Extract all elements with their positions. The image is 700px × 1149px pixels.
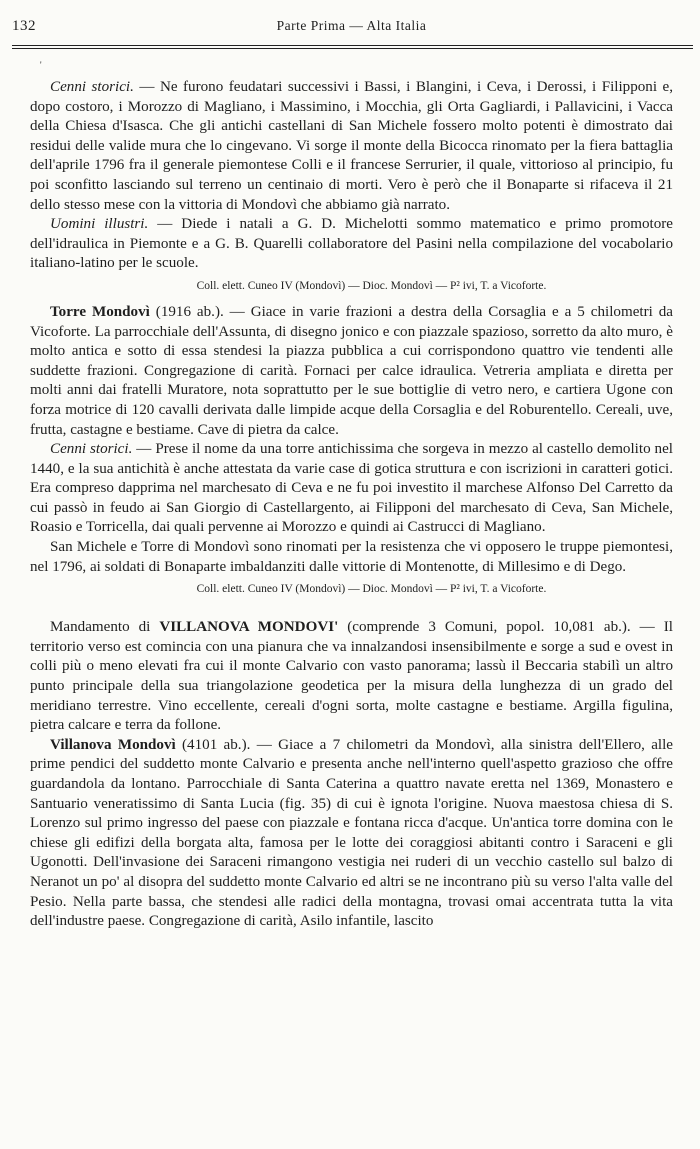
page: [12, 14, 673, 930]
place-name: Villanova Mondovì: [50, 736, 176, 753]
electoral-note: Coll. elett. Cuneo IV (Mondovì) — Dioc. Mondovì — P² ivi, T. a Vicoforte.: [196, 279, 547, 292]
running-title: Parte Prima — Alta Italia: [276, 18, 427, 33]
paragraph-cenni-storici-torre: [30, 440, 673, 538]
section-lead: Cenni storici.: [50, 441, 133, 458]
paragraph-resistenza: San Michele e Torre di Mondovì sono rinomati per la resistenza che vi opposero le truppe piemontesi, nel 1796, ai soldati di Bonaparte imbaldanziti dalle vittorie di Montenotte, di Millesimo e di Dego.: [30, 539, 673, 575]
electoral-note: Coll. elett. Cuneo IV (Mondovì) — Dioc. Mondovì — P² ivi, T. a Vicoforte.: [196, 583, 547, 596]
body-text: [30, 78, 673, 932]
paragraph-body: (4101 ab.). — Giace a 7 chilometri da Mondovì, alla sinistra dell'Ellero, alle prime pendici del suddetto monte Calvario e presenta anche nell'interno quell'aspetto grazioso che offre guardandola da lontano. Parrocchiale di Santa Caterina a quattro navate eretta nel 1369, Monastero e Santuario veneratissimo di Santa Lucia (fig. 35) di cui è ignota l'origine. Nuova maestosa chiesa di S. Lorenzo sul primo ingresso del paese con piazzale e fontana ricca d'acque. Un'antica torre domina con le chiese gli edifizi della borgata alta, famosa per le lotte dei coraggiosi abitanti contro i Saraceni e gli Ugonotti. Dell'invasione dei Saraceni rimangono vestigia nei ruderi di un vecchio castello sul balzo di Neranot un po' al disopra del suddetto monte Calvario ed altri se ne incontrano più su verso l'alta valle del Pesio. Nella parte bassa, che stendesi alle radici della montagna, trovasi omai accentrata tutta la vita dell'industre paese. Congregazione di carità, Asilo infantile, lascito: [30, 736, 673, 930]
tick-mark: ': [40, 60, 42, 70]
mandamento-prefix: Mandamento di: [50, 619, 160, 636]
section-lead: Cenni storici.: [50, 79, 134, 95]
page-number: 132: [12, 18, 36, 34]
paragraph-body: — Prese il nome da una torre antichissima che sorgeva in mezzo al castello demolito nel 1440, e la sua antichità è anche attestata da varie case di gotica struttura e con iscrizioni in caratteri gotici. Era compreso dapprima nel marchesato di Ceva e ne fu poi investito il marchese Alfonso Del Carretto da cui passò in feudo ai San Giorgio di Castellargento, ai Filipponi del marchesato di Ceva, San Michele, Roasio e Torricella, dai quali pervenne ai Morozzo e quindi ai Castrucci di Magliano.: [30, 441, 673, 536]
place-name: Torre Mondovì: [50, 303, 150, 320]
mandamento-name: VILLANOVA MONDOVI': [159, 619, 339, 636]
paragraph-villanova-mondovi: [30, 736, 673, 932]
header-rule: [12, 45, 693, 46]
paragraph-body: (1916 ab.). — Giace in varie frazioni a destra della Corsaglia e a 5 chilometri da Vicoforte. La parrocchiale dell'Assunta, di disegno jonico e con piazzale spazioso, sorretto da alto muro, è molto antica e sotto di essa stendesi la piazza pubblica a cui corrispondono quattro vie tendenti alle suddette frazioni. Congregazione di carità. Fornaci per calce idraulica. Vetreria ampliata e diretta per molti anni dai fratelli Muratore, nota soprattutto per le sue bottiglie di vetro nero, e cartiera Ugone con forza motrice di 120 cavalli derivata dalle limpide acque della Corsaglia e del Roburentello. Cereali, uve, frutta, castagne e bestiame. Cave di pietra da calce.: [30, 303, 673, 438]
section-gap: [30, 606, 673, 618]
paragraph-body: — Ne furono feudatari successivi i Bassi, i Blangini, i Ceva, i Derossi, i Filipponi e, dopo costoro, i Morozzo di Magliano, i Massimino, i Mocchia, gli Orta Gagliardi, i Pallavicini, i Vacca della Chiesa d'Isasca. Che gli antichi castellani di San Michele fossero molto potenti è dimostrato dai residui delle valide mura che lo cingevano. Vi sorge il monte della Bicocca rinomato per la fiera battaglia dell'aprile 1796 fra il generale piemontese Colli e il francese Serrurier, il quale, vittorioso al principio, fu poi sconfitto lasciando sul terreno un centinaio di morti. Vero è però che il Bonaparte si rifaceva il 21 dello stesso mese con la vittoria di Mondovì che abbiamo già narrato.: [30, 79, 673, 213]
paragraph-uomini-illustri: [30, 215, 673, 274]
paragraph-torre-mondovi: [30, 303, 673, 440]
header-rule-double: [12, 48, 693, 49]
paragraph-mandamento-villanova: [30, 618, 673, 736]
paragraph-cenni-storici-san-michele: [30, 78, 673, 215]
paragraph-body: (comprende 3 Comuni, popol. 10,081 ab.). — Il territorio verso est comincia con una pianura che va innalzandosi insensibilmente e sorge a sud e ovest in colli più o meno elevati fra cui il monte Calvario con vasto panorama; lassù il Beccaria stabilì un altro punto principale della sua triangolazione geodetica per la misura della lunghezza di un grado del meridiano terrestre. Vino eccellente, cereali d'ogni sorta, molte castagne e bestiame. Argilla figulina, pietra calcare e terra da follone.: [30, 619, 673, 734]
section-lead: Uomini illustri.: [50, 216, 149, 233]
page-header: [12, 14, 673, 40]
paragraph-body: — Diede i natali a G. D. Michelotti sommo matematico e primo promotore dell'idraulica in Piemonte e a G. B. Quarelli collaboratore del Pasini nella compilazione del vocabolario italiano-latino per le scuole.: [30, 216, 673, 272]
